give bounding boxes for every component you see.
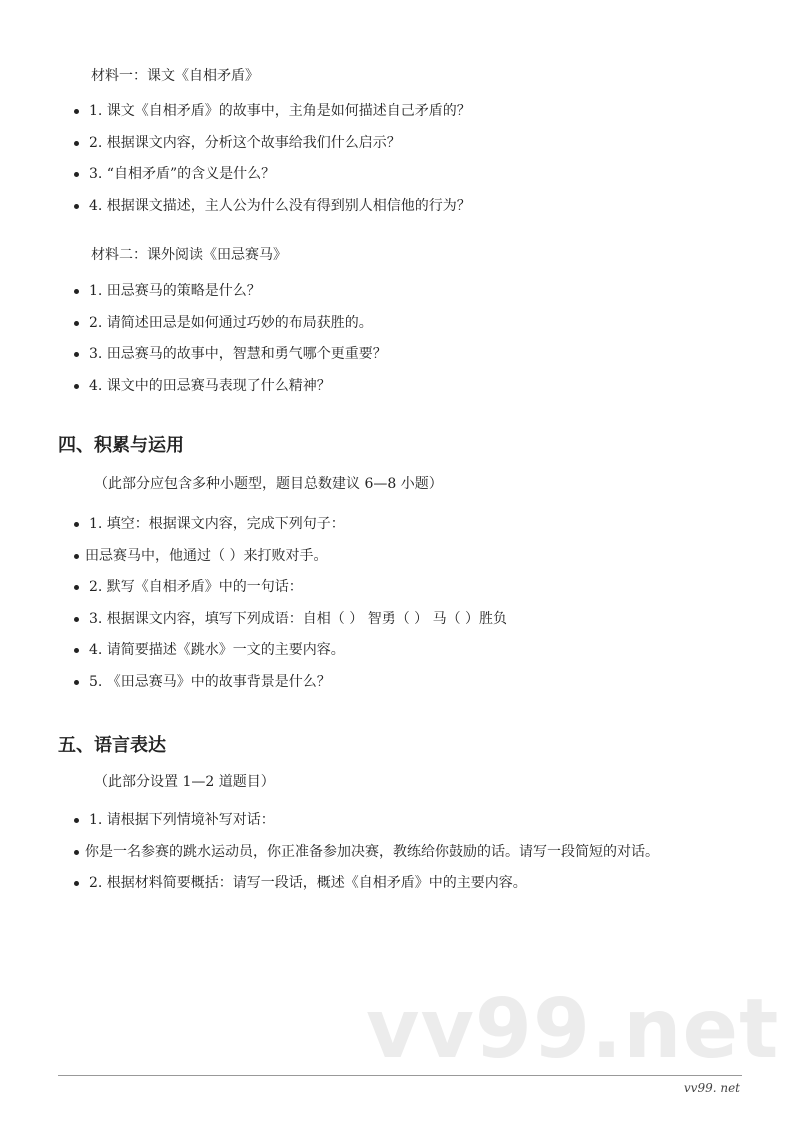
material-two-title: 材料二：课外阅读《田忌赛马》 — [91, 247, 287, 263]
bullet-icon — [74, 680, 79, 685]
bullet-icon — [74, 289, 79, 294]
footer-site-label: vv99. net — [683, 1081, 740, 1095]
section-four-heading: 四、积累与运用 — [58, 435, 184, 456]
section-four-note: （此部分应包含多种小题型，题目总数建议 6—8 小题） — [94, 476, 443, 492]
material-one-title: 材料一：课文《自相矛盾》 — [91, 68, 259, 84]
bullet-icon — [74, 141, 79, 146]
bullet-icon — [74, 554, 79, 559]
bullet-icon — [74, 109, 79, 114]
bullet-icon — [74, 648, 79, 653]
bullet-icon — [74, 585, 79, 590]
bullet-icon — [74, 617, 79, 622]
document-page: 材料一：课文《自相矛盾》 1. 课文《自相矛盾》的故事中，主角是如何描述自己矛盾的？ 2. 根据课文内容，分析这个故事给我们什么启示？ 3. “自相矛盾”的含义是什么？ 4. 根据课文描述，主人公为什么没有得到别人相信他的行为？ 材料二：课外阅读《田忌赛马》 1. 田忌赛马的策略是什么？ 2. 请简述田忌是如何通过巧妙的布局获胜的。 3. 田忌赛马的故事中，智慧和勇气哪个更重要？ 4. 课文中的田忌赛马表现了什么精神？ 四、积累与运用 （此部分应包含多种小题型，题目总数建议 6—8 小题） 1. 填空：根据课文内容，完成下列句子： 田忌赛马中，他通过（ ）来打败对手。 2. 默写《自相矛盾》中的一句话： 3. 根据课文内容，填写下列成语：自相（ ） 智勇（ ） 马（ ）胜负 4. 请简要描述《跳水》一文的主要内容。 5. 《田忌赛马》中的故事背景是什么？ 五、语言表达 （此部分设置 1—2 道题目） 1. 请根据下列情境补写对话： 你是一名参赛的跳水运动员，你正准备参加决赛，教练给你鼓励的话。请写一段简短的对话。 2. 根据材料简要概括：请写一段话，概述《自相矛盾》中的主要内容。 vv99.net vv99. net — [58, 68, 780, 1095]
bullet-icon — [74, 818, 79, 823]
bullet-icon — [74, 850, 79, 855]
bullet-icon — [74, 352, 79, 357]
watermark: vv99.net — [366, 982, 780, 1077]
section-five-note: （此部分设置 1—2 道题目） — [94, 774, 275, 790]
bullet-icon — [74, 384, 79, 389]
footer-divider — [58, 1075, 742, 1076]
bullet-icon — [74, 172, 79, 177]
bullet-icon — [74, 522, 79, 527]
bullet-icon — [74, 204, 79, 209]
bullet-icon — [74, 321, 79, 326]
section-five-heading: 五、语言表达 — [58, 735, 166, 756]
bullet-icon — [74, 881, 79, 886]
